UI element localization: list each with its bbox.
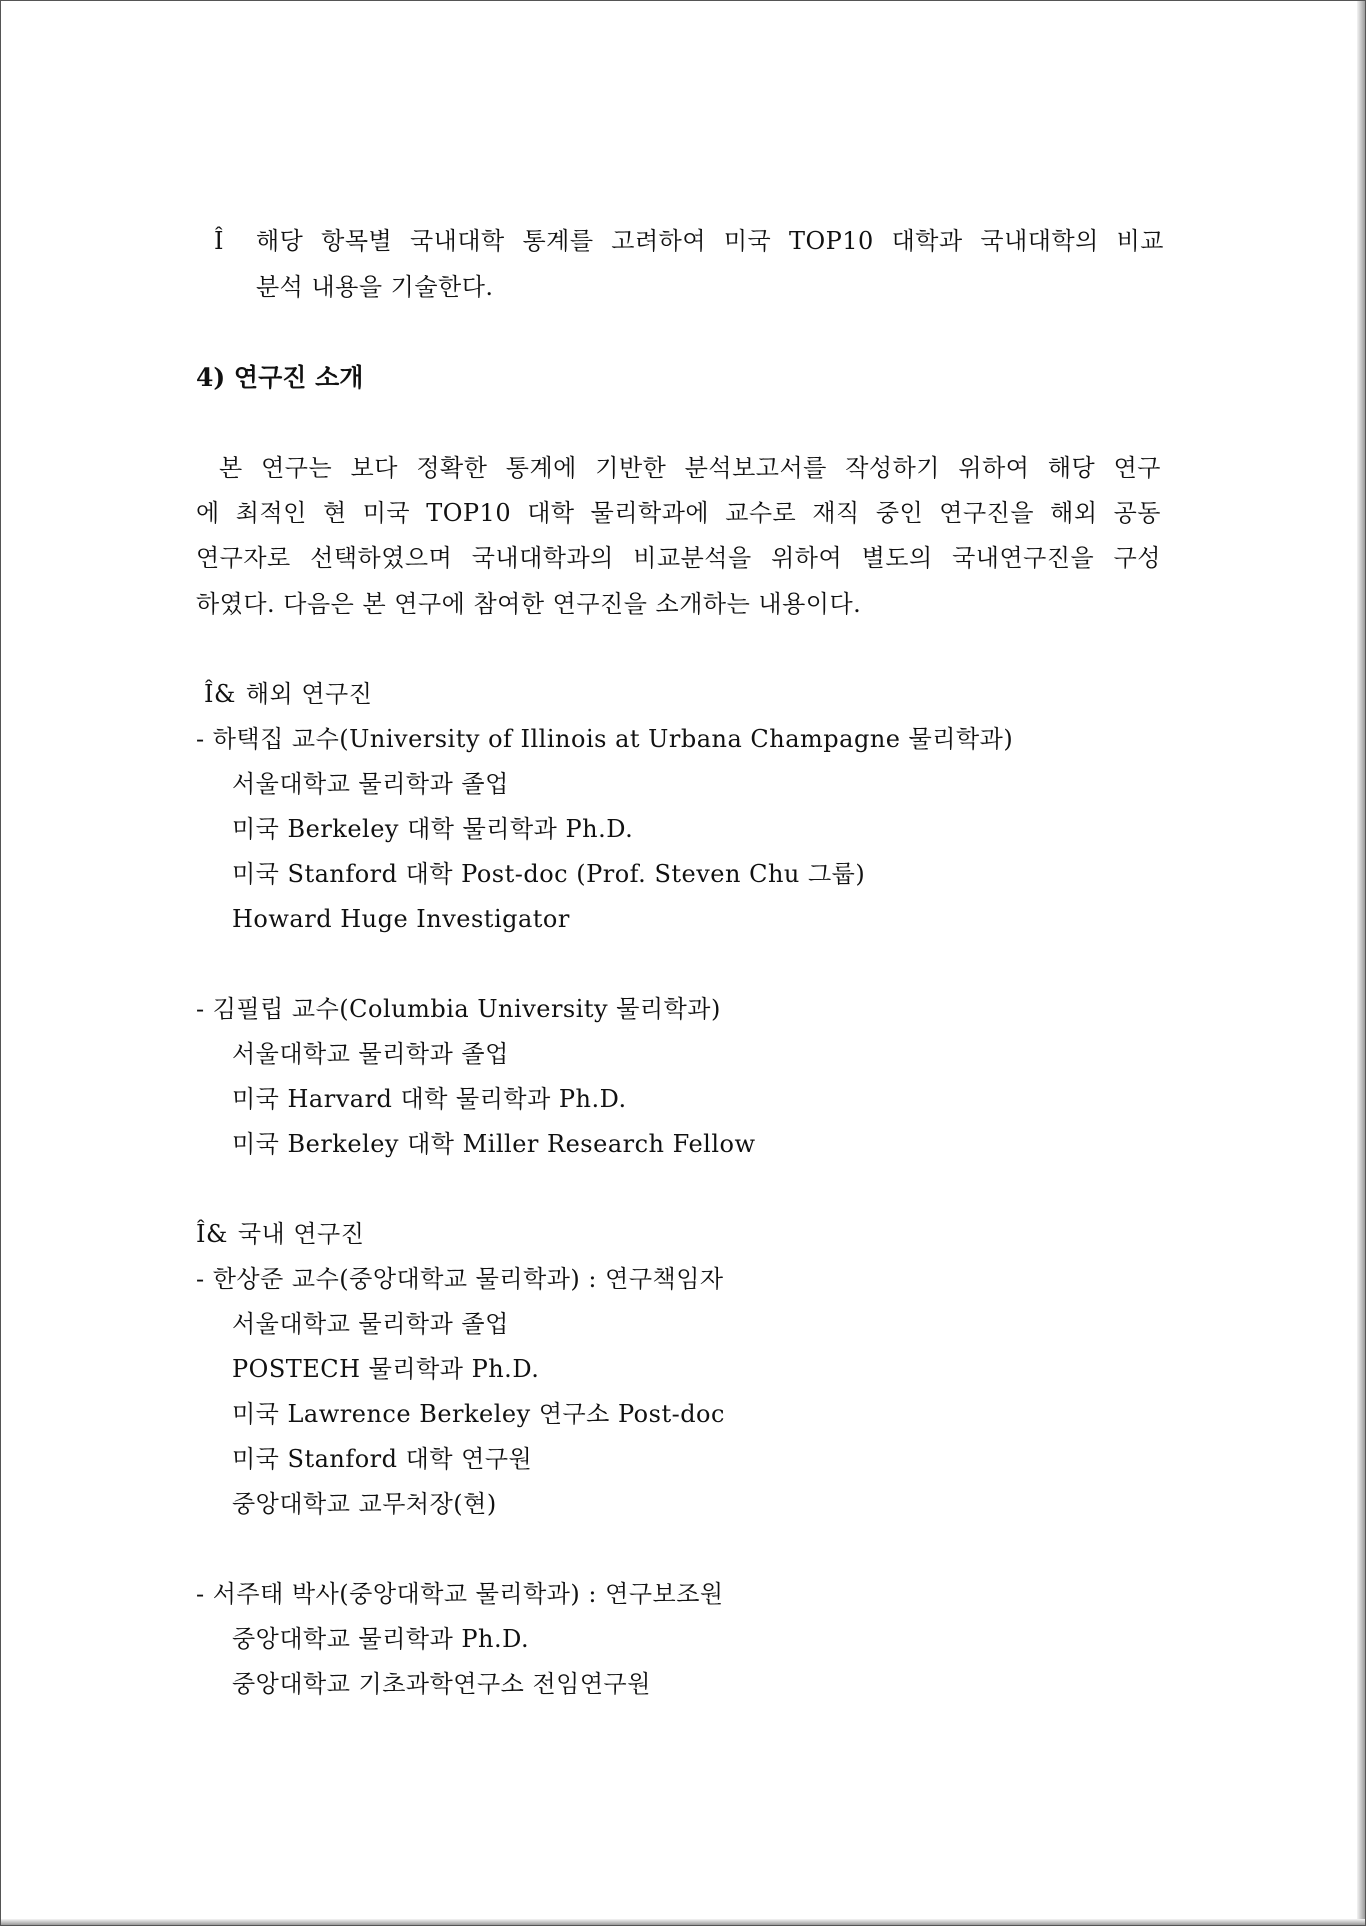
intro-line-3: 연구자로 선택하였으며 국내대학과의 비교분석을 위하여 별도의 국내연구진을 구성: [196, 544, 1161, 572]
overseas-member-2-detail-1: 서울대학교 물리학과 졸업: [232, 1040, 509, 1068]
section-heading: 4) 연구진 소개: [196, 363, 364, 392]
overseas-title: 해외 연구진: [245, 680, 373, 708]
domestic-member-1-detail-2: POSTECH 물리학과 Ph.D.: [232, 1355, 540, 1383]
bullet-item: [214, 226, 1164, 256]
domestic-subheading: [196, 1219, 364, 1249]
overseas-member-1-detail-4: Howard Huge Investigator: [232, 905, 570, 933]
domestic-title: 국내 연구진: [237, 1220, 365, 1248]
domestic-member-1-detail-3: 미국 Lawrence Berkeley 연구소 Post-doc: [232, 1400, 725, 1428]
intro-line-2: 에 최적인 현 미국 TOP10 대학 물리학과에 교수로 재직 중인 연구진을 해외 공동: [196, 499, 1161, 527]
overseas-subheading: [204, 679, 372, 709]
intro-line-4: 하였다. 다음은 본 연구에 참여한 연구진을 소개하는 내용이다.: [196, 590, 862, 618]
page-shadow-right: [1357, 1, 1365, 1925]
domestic-member-2-detail-2: 중앙대학교 기초과학연구소 전임연구원: [232, 1670, 651, 1698]
bullet-marker: Î: [214, 227, 224, 255]
intro-line-1: 본 연구는 보다 정확한 통계에 기반한 분석보고서를 작성하기 위하여 해당 연구: [219, 454, 1161, 482]
domestic-member-1-detail-5: 중앙대학교 교무처장(현): [232, 1490, 497, 1518]
overseas-member-1-detail-2: 미국 Berkeley 대학 물리학과 Ph.D.: [232, 815, 634, 843]
domestic-marker: Î&: [196, 1220, 228, 1248]
overseas-marker: Î&: [204, 680, 236, 708]
overseas-member-2-detail-3: 미국 Berkeley 대학 Miller Research Fellow: [232, 1130, 756, 1158]
overseas-member-2-detail-2: 미국 Harvard 대학 물리학과 Ph.D.: [232, 1085, 627, 1113]
domestic-member-1-header: - 한상준 교수(중앙대학교 물리학과) : 연구책임자: [196, 1265, 724, 1293]
domestic-member-2-detail-1: 중앙대학교 물리학과 Ph.D.: [232, 1625, 530, 1653]
overseas-member-1-detail-3: 미국 Stanford 대학 Post-doc (Prof. Steven Chu 그룹): [232, 860, 866, 888]
bullet-text-line2: 분석 내용을 기술한다.: [256, 273, 494, 301]
overseas-member-1-header: - 하택집 교수(University of Illinois at Urbana Champagne 물리학과): [196, 725, 1014, 753]
domestic-member-2-header: - 서주태 박사(중앙대학교 물리학과) : 연구보조원: [196, 1580, 724, 1608]
overseas-member-2-header: - 김필립 교수(Columbia University 물리학과): [196, 995, 721, 1023]
overseas-member-1-detail-1: 서울대학교 물리학과 졸업: [232, 770, 509, 798]
bullet-text-line1: 해당 항목별 국내대학 통계를 고려하여 미국 TOP10 대학과 국내대학의 비교: [256, 227, 1164, 255]
domestic-member-1-detail-1: 서울대학교 물리학과 졸업: [232, 1310, 509, 1338]
page-shadow-bottom: [1, 1919, 1365, 1925]
domestic-member-1-detail-4: 미국 Stanford 대학 연구원: [232, 1445, 533, 1473]
